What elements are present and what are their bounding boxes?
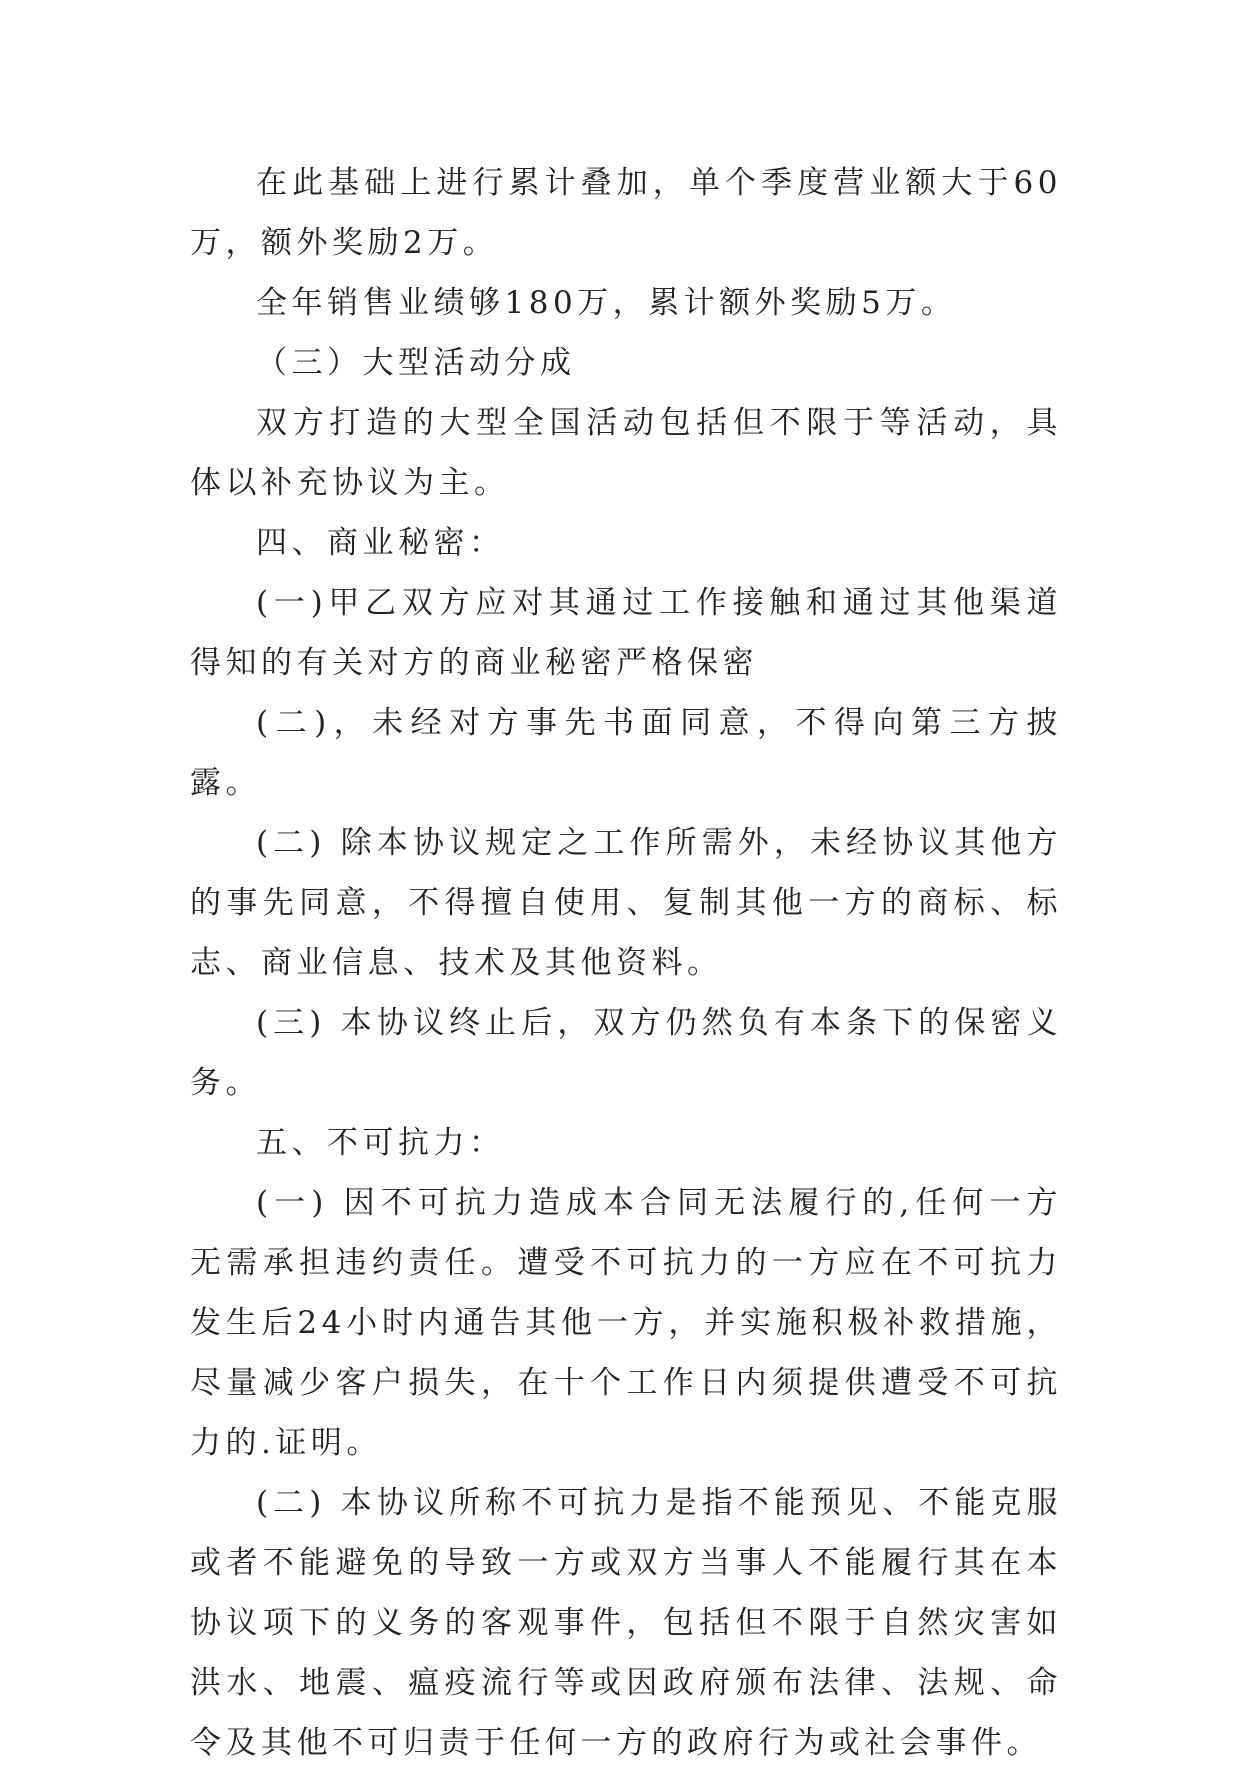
paragraph-secrets-1: (一)甲乙双方应对其通过工作接触和通过其他渠道得知的有关对方的商业秘密严格保密 — [190, 585, 1062, 681]
paragraph-event-share: 双方打造的大型全国活动包括但不限于等活动，具体以补充协议为主。 — [190, 405, 1062, 501]
paragraph-heading-event-share: （三）大型活动分成 — [256, 345, 576, 381]
paragraph-force-majeure-2: (二) 本协议所称不可抗力是指不能预见、不能克服或者不能避免的导致一方或双方当事人不能履行其在本协议项下的义务的客观事件，包括但不限于自然灾害如洪水、地震、瘟疫流行等或因政府颁布法律、法规、命令及其他不可归责于任何一方的政府行为或社会事件。 — [190, 1485, 1062, 1761]
paragraph-cumulative-bonus: 在此基础上进行累计叠加，单个季度营业额大于60万，额外奖励2万。 — [190, 165, 1062, 261]
document-body — [190, 153, 1062, 1773]
paragraph-secrets-4: (三) 本协议终止后，双方仍然负有本条下的保密义务。 — [190, 1005, 1062, 1101]
paragraph-annual-bonus: 全年销售业绩够180万，累计额外奖励5万。 — [256, 285, 957, 321]
paragraph-force-majeure-1: (一) 因不可抗力造成本合同无法履行的,任何一方无需承担违约责任。遭受不可抗力的一方应在不可抗力发生后24小时内通告其他一方，并实施积极补救措施，尽量减少客户损失，在十个工作日内须提供遭受不可抗力的.证明。 — [190, 1185, 1062, 1461]
section-heading-trade-secrets: 四、商业秘密： — [256, 525, 505, 561]
section-heading-force-majeure: 五、不可抗力： — [256, 1125, 505, 1161]
paragraph-secrets-3: (二) 除本协议规定之工作所需外，未经协议其他方的事先同意，不得擅自使用、复制其他一方的商标、标志、商业信息、技术及其他资料。 — [190, 825, 1062, 981]
paragraph-secrets-2: (二)，未经对方事先书面同意，不得向第三方披露。 — [190, 705, 1062, 801]
